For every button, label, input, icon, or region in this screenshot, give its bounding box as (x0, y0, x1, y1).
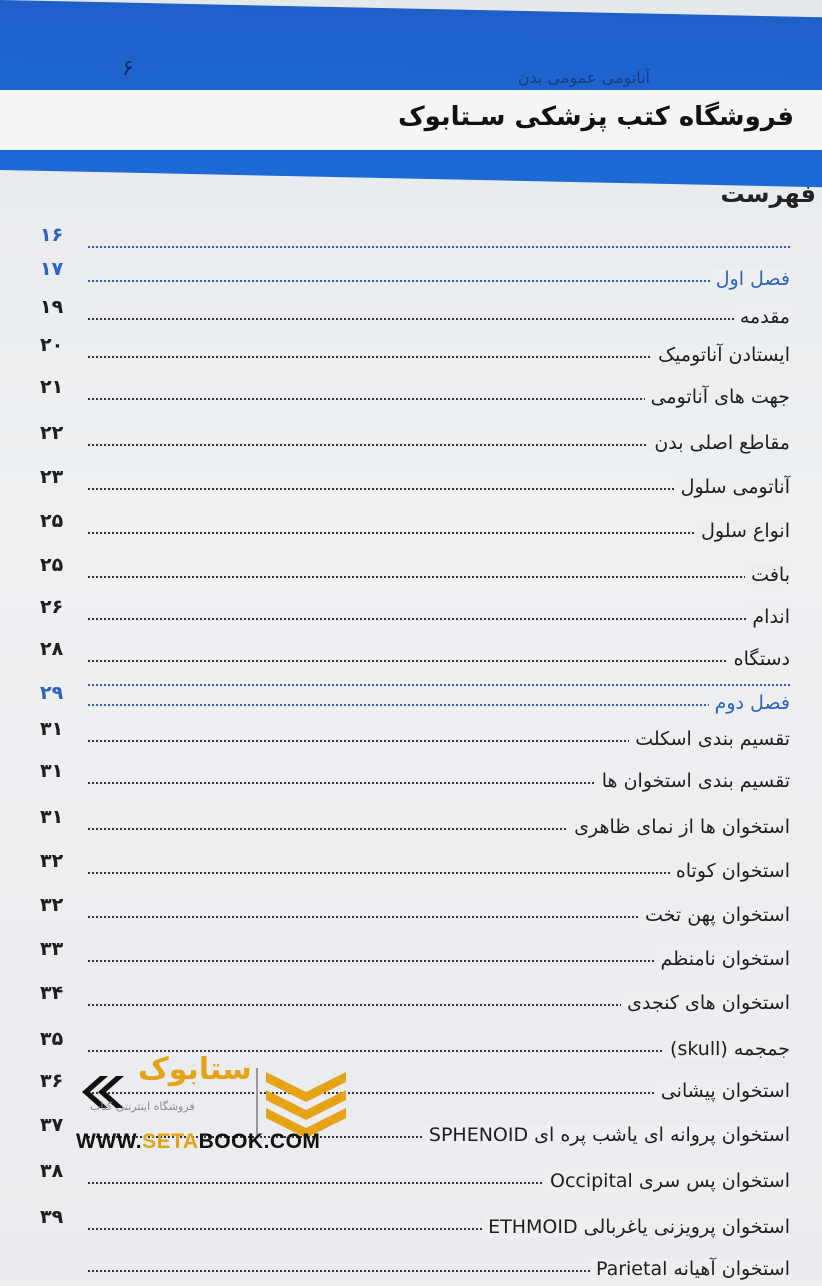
toc-entry-label: استخوان پس سری Occipital (544, 1170, 790, 1192)
dot-leader (88, 318, 790, 320)
toc-entry (40, 374, 790, 414)
toc-entry (40, 804, 790, 844)
toc-page-number: ۲۸ (40, 638, 64, 660)
toc-page-number: ۳۱ (40, 806, 64, 828)
toc-entry-label: استخوان ها از نمای ظاهری (568, 816, 790, 838)
toc-entry-label: استخوان پروانه ای یاشب پره ای SPHENOID (423, 1124, 790, 1146)
toc-page-number: ۱۷ (40, 258, 64, 280)
toc-page-number: ۲۳ (40, 466, 64, 488)
toc-chapter-row (40, 256, 790, 296)
toc-page-number: ۳۳ (40, 938, 64, 960)
book-title: آناتومی عمومی بدن (517, 68, 650, 87)
toc-page-number: ۳۴ (40, 982, 64, 1004)
dot-leader (88, 280, 790, 282)
toc-entry (40, 980, 790, 1020)
toc-entry (40, 594, 790, 634)
book-stack-icon (266, 1072, 346, 1138)
toc-entry-label: فصل دوم (709, 692, 790, 714)
toc-page-number: ۳۲ (40, 894, 64, 916)
dot-leader (88, 618, 790, 620)
store-title: فروشگاه کتب پزشکی سـتابوک (397, 102, 794, 132)
toc-entry-label: استخوان آهیانه Parietal (590, 1258, 790, 1280)
logo-brand-text: ستابوک (138, 1052, 252, 1087)
toc-page-number: ۳۷ (40, 1114, 64, 1136)
toc-page-number: ۳۸ (40, 1160, 64, 1182)
toc-entry (40, 1204, 790, 1244)
toc-page-number: ۲۰ (40, 334, 64, 356)
toc-page-number: ۲۵ (40, 554, 64, 576)
toc-entry (40, 716, 790, 756)
toc-page-number: ۳۱ (40, 760, 64, 782)
toc-entry-label: تقسیم بندی استخوان ها (596, 770, 790, 792)
toc-entry-label: جمجمه (skull) (664, 1038, 790, 1060)
toc-entry (40, 758, 790, 798)
toc-entry (40, 420, 790, 460)
toc-entry (40, 1246, 790, 1286)
logo-subtitle: فروشگاه اینترنتی کتاب (90, 1100, 195, 1113)
toc-entry-label: آناتومی سلول (675, 476, 790, 498)
toc-entry-label: استخوان های کنجدی (621, 992, 790, 1014)
toc-entry-label: بافت (745, 564, 790, 586)
toc-page-number: ۳۶ (40, 1070, 64, 1092)
toc-entry (40, 464, 790, 504)
toc-entry-label: استخوان پیشانی (655, 1080, 790, 1102)
toc-entry-label: مقاطع اصلی بدن (648, 432, 790, 454)
dot-leader (88, 246, 790, 248)
toc-entry-label: تقسیم بندی اسکلت (629, 728, 790, 750)
toc-entry-label: فصل اول (710, 268, 790, 290)
toc-entry-label: دستگاه (728, 648, 790, 670)
website-url: WWW.SETABOOK.COM (76, 1130, 321, 1153)
toc-entry-label: استخوان نامنظم (654, 948, 790, 970)
toc-page-number: ۳۹ (40, 1206, 64, 1228)
toc-entry (40, 848, 790, 888)
page-number: ۶ (122, 56, 134, 81)
dot-leader (88, 704, 790, 706)
toc-entry-label: ایستادن آناتومیک (652, 344, 790, 366)
dot-leader (88, 576, 790, 578)
toc-entry (40, 892, 790, 932)
toc-page-number: ۲۱ (40, 376, 64, 398)
toc-entry-label: جهت های آناتومی (645, 386, 790, 408)
toc-entry-label: انواع سلول (695, 520, 790, 542)
toc-page-number: ۳۱ (40, 718, 64, 740)
toc-page-number: ۲۲ (40, 422, 64, 444)
toc-entry (40, 508, 790, 548)
toc-entry (40, 552, 790, 592)
toc-entry-label: استخوان کوتاه (670, 860, 790, 882)
toc-entry (40, 332, 790, 372)
toc-heading: فهرست (720, 180, 816, 208)
toc-entry-label: اندام (746, 606, 790, 628)
toc-entry (40, 936, 790, 976)
dot-leader (88, 532, 790, 534)
toc-entry (40, 294, 790, 334)
toc-page-number: ۱۹ (40, 296, 64, 318)
toc-entry-label: استخوان پرویزنی یاغربالی ETHMOID (482, 1216, 790, 1238)
toc-chapter-row (40, 680, 790, 720)
toc-page-number: ۲۵ (40, 510, 64, 532)
toc-entry-label: مقدمه (734, 306, 790, 328)
toc-page-number: ۲۹ (40, 682, 64, 704)
toc-page-number: ۳۵ (40, 1028, 64, 1050)
toc-entry-label: استخوان پهن تخت (639, 904, 790, 926)
toc-page-number: ۲۶ (40, 596, 64, 618)
toc-page-number: ۳۲ (40, 850, 64, 872)
toc-page-number: ۱۶ (40, 224, 64, 246)
